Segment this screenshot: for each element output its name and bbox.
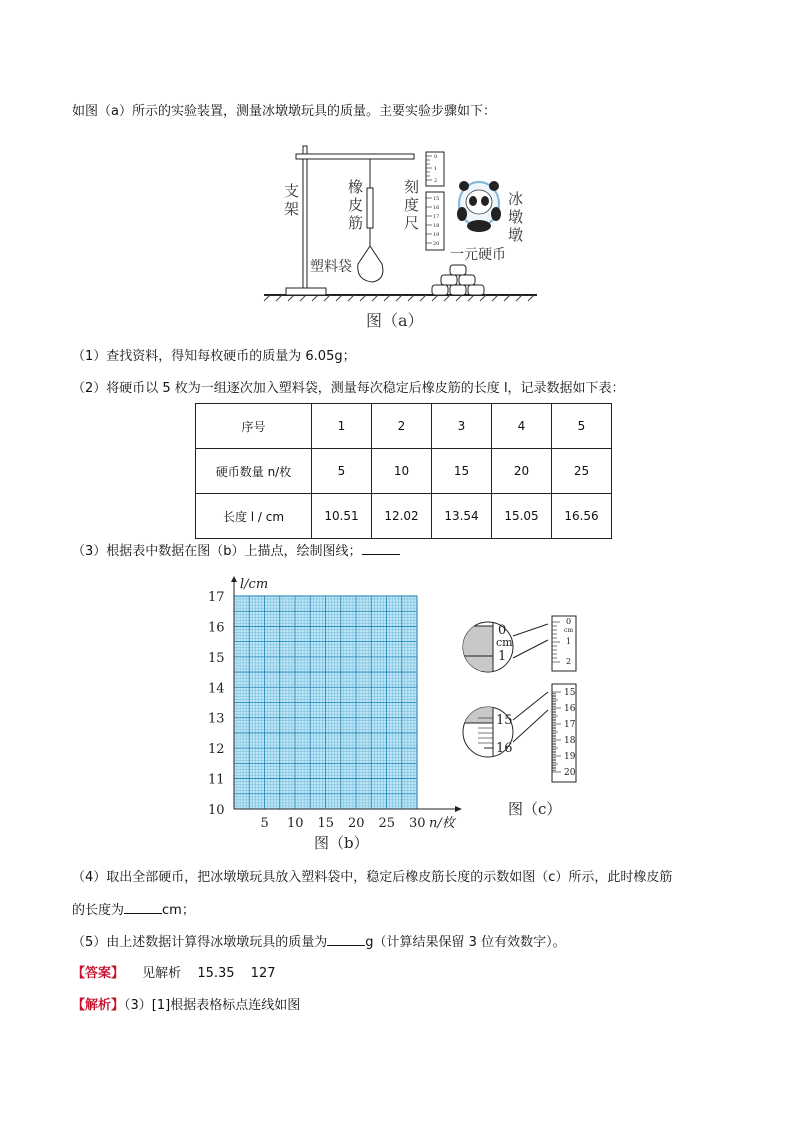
chart-y-tick-label: 10 <box>208 803 225 818</box>
chart-y-tick-label: 17 <box>208 590 225 605</box>
ruler-top-tick-label: 1 <box>434 166 438 172</box>
panda-toy-illustration <box>457 181 501 232</box>
step-3-text: （3）根据表中数据在图（b）上描点，绘制图线； <box>72 544 362 559</box>
step-4-text: 的长度为 <box>72 903 125 918</box>
label-band: 橡皮筋 <box>348 178 364 232</box>
answer-item: 15.35 <box>197 966 235 981</box>
label-ruler: 刻度尺 <box>404 178 420 232</box>
coin-stack-illustration <box>432 265 484 295</box>
ruler-c-bottom-label: 15 <box>564 688 576 698</box>
step-5 <box>72 933 566 952</box>
analysis-text: （3）[1]根据表格标点连线如图 <box>124 998 301 1013</box>
answer-blank[interactable] <box>124 901 162 914</box>
ruler-c-bottom-label: 16 <box>564 704 576 714</box>
zoom-connector-top <box>513 624 548 636</box>
chart-x-label: n/枚 <box>429 816 455 831</box>
table-cell: 12.02 <box>372 494 432 539</box>
ruler-c-top-unit: cm <box>564 627 574 634</box>
ruler-top-tick-label: 2 <box>434 178 438 184</box>
table-cell: 1 <box>312 404 372 449</box>
data-table <box>195 403 612 539</box>
ruler-bottom-tick-label: 16 <box>433 205 440 211</box>
answer-item: 见解析 <box>142 966 182 981</box>
ruler-c-top-label: 2 <box>566 657 572 666</box>
figure-c-caption: 图（c） <box>508 800 562 818</box>
table-cell: 5 <box>552 404 612 449</box>
answer-line <box>72 965 276 983</box>
table-cell: 20 <box>492 449 552 494</box>
ruler-c-top-label: 1 <box>566 637 572 646</box>
zoom-connector-top <box>513 640 548 658</box>
label-coin: 一元硬币 <box>450 247 506 263</box>
chart-y-tick-label: 14 <box>208 681 225 697</box>
stand-base <box>286 288 326 295</box>
ruler-c-bottom-label: 20 <box>564 768 576 778</box>
step-3 <box>72 542 400 561</box>
table-row-header: 序号 <box>196 404 312 449</box>
chart-y-tick-label: 15 <box>208 650 225 666</box>
zoom-top-unit: cm <box>496 636 513 649</box>
step-5-text: （5）由上述数据计算得冰墩墩玩具的质量为 <box>72 935 328 950</box>
table-cell: 15 <box>432 449 492 494</box>
label-toy: 冰墩墩 <box>508 190 524 244</box>
zoom-top-tick: 1 <box>498 649 507 664</box>
ruler-bottom-tick-label: 20 <box>433 241 440 247</box>
rubber-band <box>367 188 373 228</box>
table-row <box>196 404 612 449</box>
zoom-bottom-tick: 16 <box>496 741 513 756</box>
table-row-header: 硬币数量 n/枚 <box>196 449 312 494</box>
chart-title: 图（b） <box>314 834 369 852</box>
analysis-tag: 【解析】 <box>72 998 125 1013</box>
zoom-bottom-tick: 15 <box>496 713 513 728</box>
step-1: （1）查找资料，得知每枚硬币的质量为 6.05g； <box>72 349 356 364</box>
table-cell: 25 <box>552 449 612 494</box>
table-cell: 10 <box>372 449 432 494</box>
plastic-bag <box>358 246 383 282</box>
table-cell: 4 <box>492 404 552 449</box>
zoom-circle-top <box>463 622 513 672</box>
answer-blank[interactable] <box>327 933 365 946</box>
ruler-top-tick-label: 0 <box>434 154 438 160</box>
zoom-top-tick: 0 <box>498 623 507 638</box>
table-cell: 3 <box>432 404 492 449</box>
chart-y-tick-label: 12 <box>208 742 225 758</box>
chart-y-label: l/cm <box>240 577 269 592</box>
answer-item: 127 <box>250 966 276 981</box>
step-4-unit: cm； <box>162 903 195 918</box>
intro-text: 如图（a）所示的实验装置，测量冰墩墩玩具的质量。主要实验步骤如下： <box>72 104 496 119</box>
figure-c <box>458 606 588 826</box>
chart-y-tick-label: 13 <box>208 711 225 727</box>
zoom-connector-bottom <box>513 692 548 720</box>
ruler-bottom-tick-label: 18 <box>433 223 440 229</box>
zoom-circle-bottom <box>463 706 513 758</box>
ruler-c-bottom-label: 18 <box>564 736 576 746</box>
step-4-line-2 <box>72 901 195 920</box>
ruler-c-top-label: 0 <box>566 617 572 626</box>
ruler-c-top <box>552 616 576 671</box>
figure-a-caption: 图（a） <box>366 311 424 330</box>
stand-pole <box>303 146 307 288</box>
chart-x-tick-label: 10 <box>287 816 304 831</box>
chart-x-tick-label: 30 <box>409 816 426 831</box>
chart-x-tick-label: 5 <box>260 816 269 831</box>
table-cell: 15.05 <box>492 494 552 539</box>
chart-y-tick-label: 16 <box>208 620 225 636</box>
table-cell: 10.51 <box>312 494 372 539</box>
ruler-c-bottom-label: 19 <box>564 752 576 762</box>
table-row <box>196 494 612 539</box>
ruler-c-bottom-label: 17 <box>564 720 576 730</box>
chart-x-tick-label: 25 <box>378 816 396 831</box>
chart-y-tick-label: 11 <box>208 772 225 788</box>
chart-x-tick-label: 15 <box>317 816 335 831</box>
ruler-bottom-tick-label: 15 <box>433 196 440 202</box>
answer-tag: 【答案】 <box>72 966 125 981</box>
figure-b-chart <box>200 576 470 856</box>
figure-a <box>262 140 540 335</box>
label-stand: 支架 <box>284 182 300 218</box>
zoom-connector-bottom <box>513 710 548 742</box>
analysis-line <box>72 997 300 1015</box>
chart-x-tick-label: 20 <box>348 816 365 831</box>
stand-arm <box>296 154 414 159</box>
ruler-bottom-tick-label: 17 <box>433 214 440 220</box>
step-2: （2）将硬币以 5 枚为一组逐次加入塑料袋，测量每次稳定后橡皮筋的长度 l，记录数据如下表： <box>72 381 625 396</box>
table-cell: 13.54 <box>432 494 492 539</box>
step-5-tail: g（计算结果保留 3 位有效数字）。 <box>365 935 566 950</box>
ruler-bottom-tick-label: 19 <box>433 232 440 238</box>
table-cell: 5 <box>312 449 372 494</box>
table-cell: 2 <box>372 404 432 449</box>
answer-blank[interactable] <box>362 542 400 555</box>
table-cell: 16.56 <box>552 494 612 539</box>
label-bag: 塑料袋 <box>310 259 352 275</box>
step-4-line-1: （4）取出全部硬币，把冰墩墩玩具放入塑料袋中，稳定后橡皮筋长度的示数如图（c）所示，此时橡皮筋 <box>72 870 673 885</box>
table-row-header: 长度 l / cm <box>196 494 312 539</box>
table-row <box>196 449 612 494</box>
